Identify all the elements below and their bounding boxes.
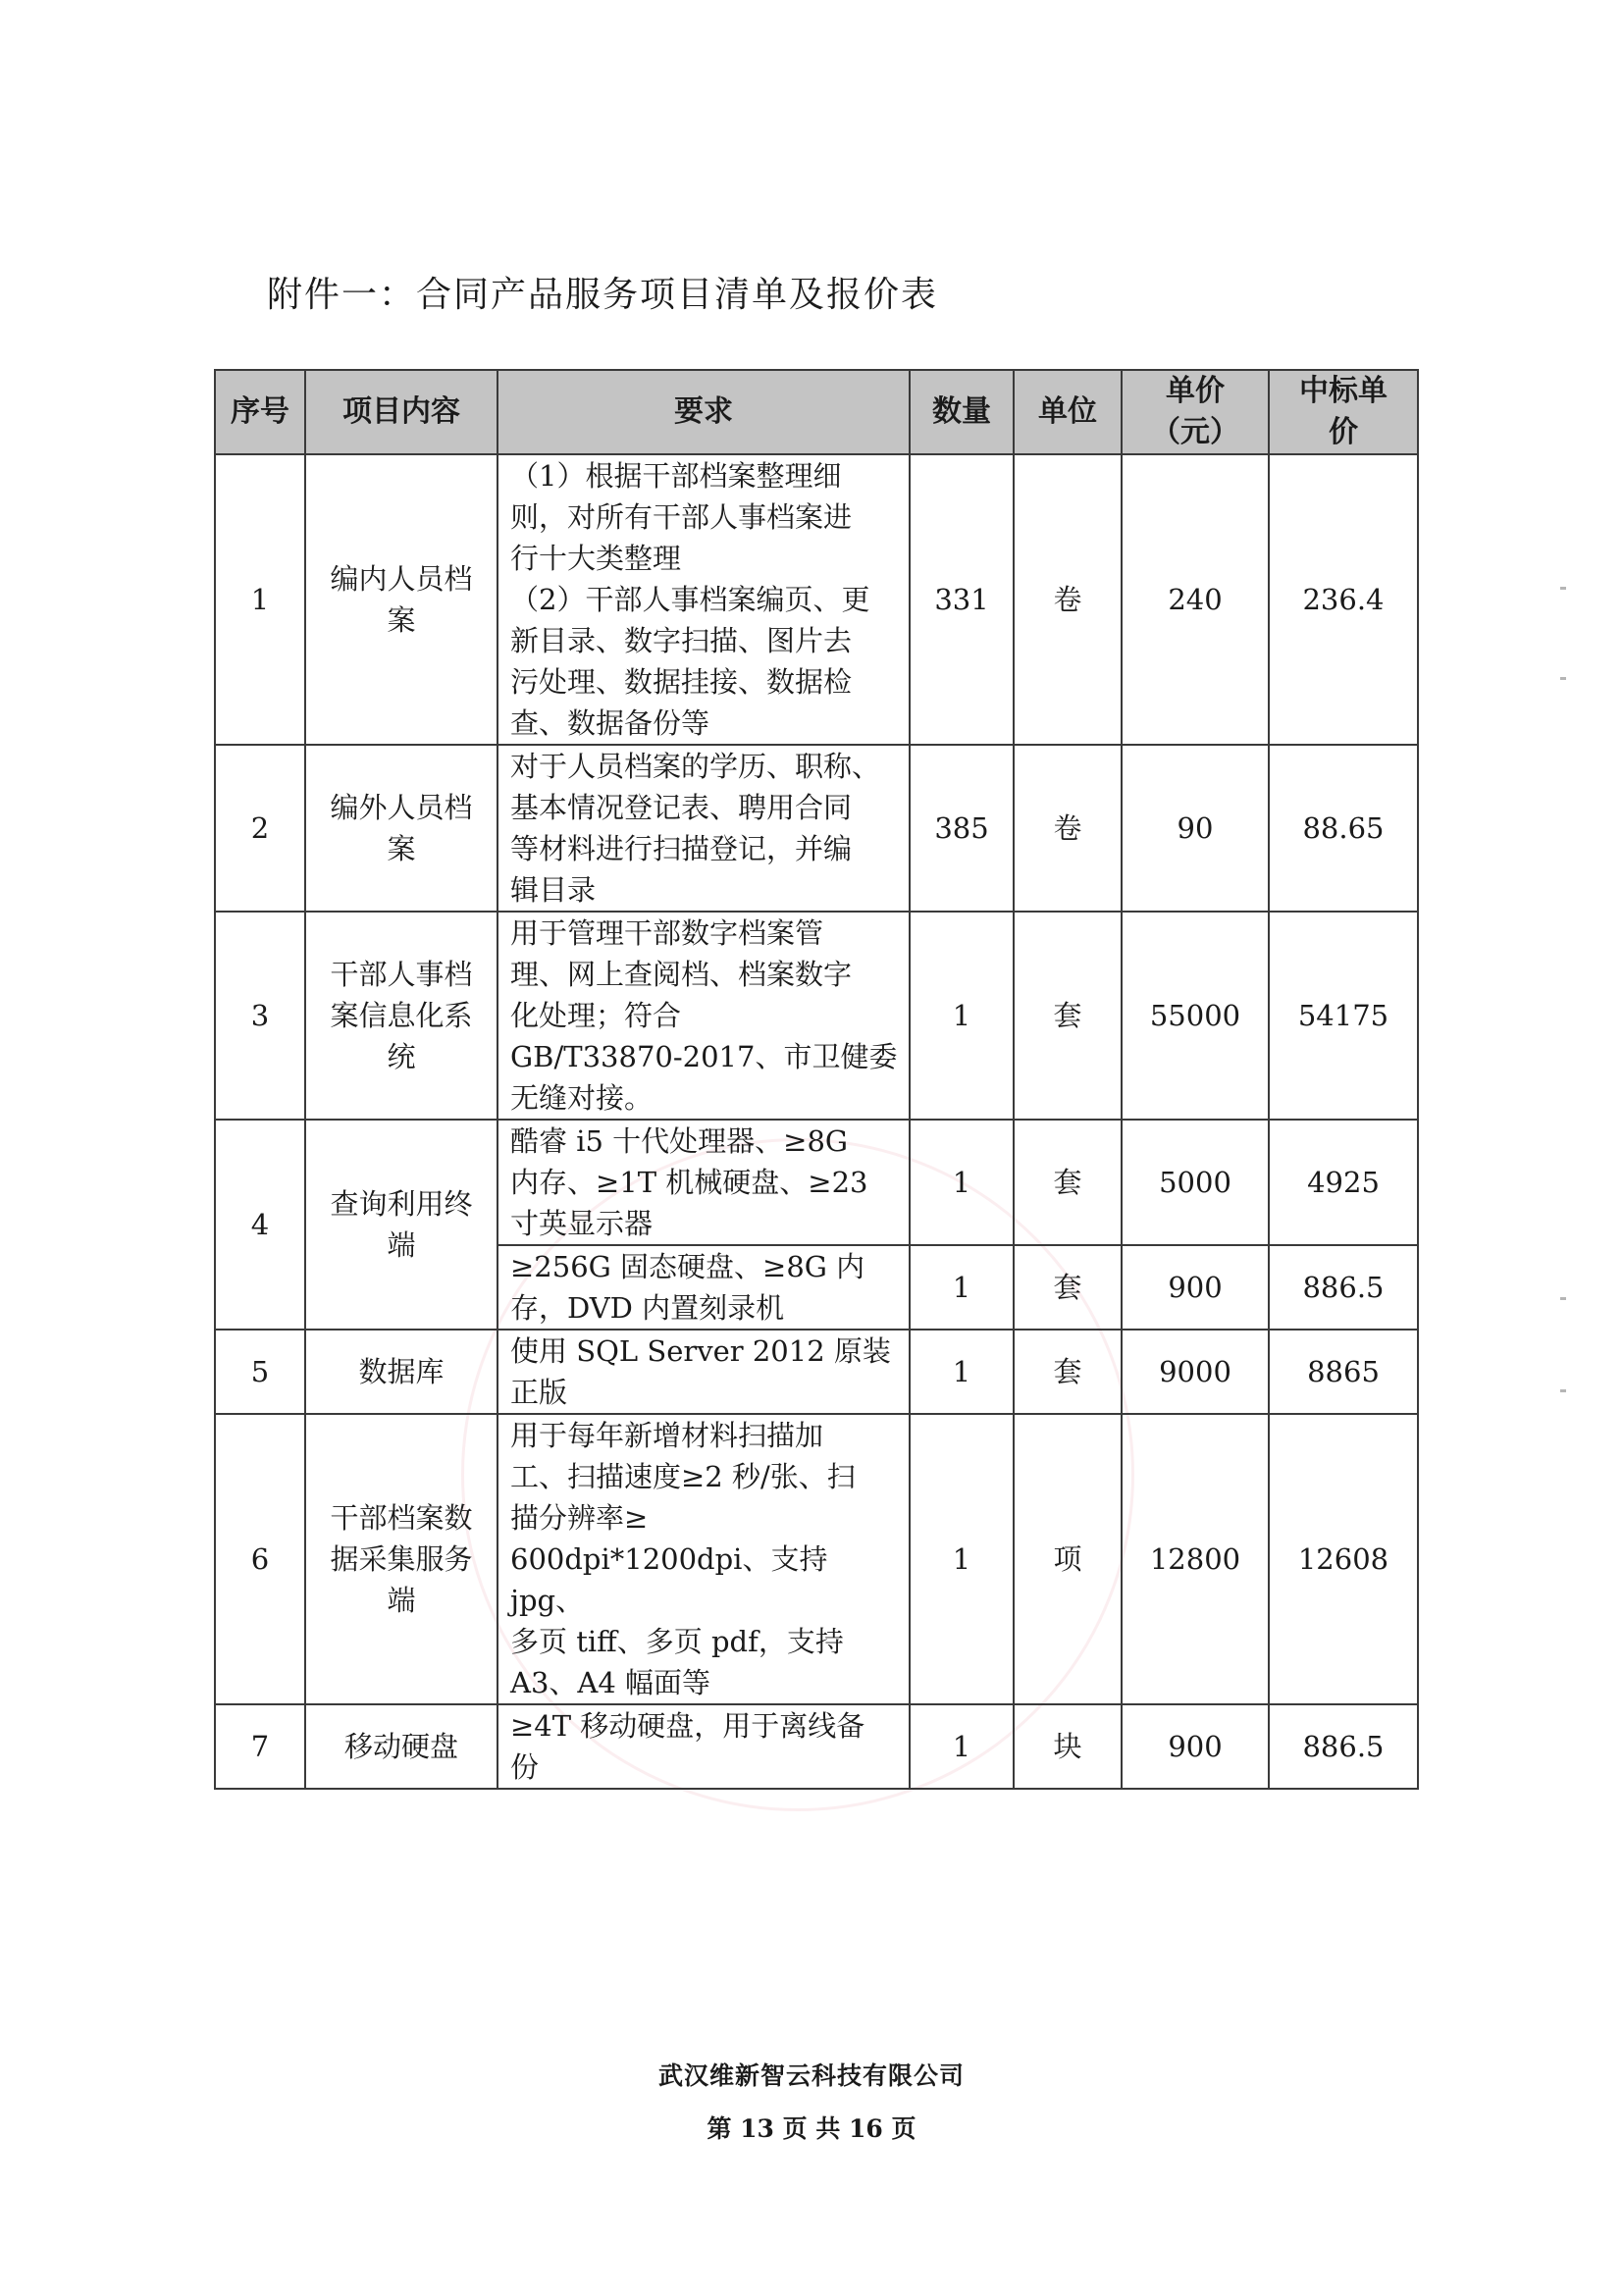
cell-quantity: 331 (910, 454, 1014, 745)
scan-margin-mark (1560, 587, 1566, 590)
cell-bid-price: 4925 (1269, 1120, 1418, 1245)
requirement-line: GB/T33870-2017、市卫健委 (510, 1040, 898, 1073)
table-header-row (215, 370, 1418, 454)
requirement-line: 多页 tiff、多页 pdf，支持 (510, 1625, 844, 1658)
requirement-line: 寸英显示器 (510, 1207, 654, 1240)
requirement-line: 用于每年新增材料扫描加 (510, 1419, 824, 1452)
cell-bid-price: 236.4 (1269, 454, 1418, 745)
cell-item-name (305, 1704, 497, 1789)
item-name-line: 编外人员档 (330, 791, 473, 824)
header-unit-price-line: （元） (1151, 415, 1239, 449)
cell-bid-price: 886.5 (1269, 1245, 1418, 1330)
cell-unit-price: 55000 (1122, 912, 1269, 1120)
header-unit-price (1122, 370, 1269, 454)
cell-item-name (305, 745, 497, 912)
scan-margin-mark (1560, 677, 1566, 680)
header-bid-price (1269, 370, 1418, 454)
requirement-line: 对于人员档案的学历、职称、 (510, 750, 881, 783)
cell-unit-price: 900 (1122, 1245, 1269, 1330)
requirement-line: 份 (510, 1750, 540, 1784)
cell-bid-price: 8865 (1269, 1330, 1418, 1414)
cell-unit: 套 (1014, 912, 1122, 1120)
requirement-line: 污处理、数据挂接、数据检 (510, 665, 853, 699)
cell-requirement (497, 912, 910, 1120)
requirement-line: 化处理；符合 (510, 999, 682, 1032)
cell-quantity: 1 (910, 1414, 1014, 1704)
header-unit: 单位 (1014, 370, 1122, 454)
item-name-line: 案信息化系 (330, 999, 473, 1032)
requirement-line: 无缝对接。 (510, 1081, 654, 1115)
cell-unit-price: 240 (1122, 454, 1269, 745)
cell-unit: 套 (1014, 1245, 1122, 1330)
item-name-line: 据采集服务 (330, 1542, 473, 1576)
cell-unit: 块 (1014, 1704, 1122, 1789)
cell-unit: 套 (1014, 1120, 1122, 1245)
requirement-line: 正版 (510, 1376, 568, 1409)
cell-requirement (497, 1704, 910, 1789)
header-quantity: 数量 (910, 370, 1014, 454)
cell-bid-price: 88.65 (1269, 745, 1418, 912)
cell-seq: 6 (215, 1414, 305, 1704)
table-row (215, 454, 1418, 745)
table-row (215, 1120, 1418, 1245)
cell-unit-price: 900 (1122, 1704, 1269, 1789)
header-bid-price-line: 中标单 (1299, 374, 1387, 408)
cell-seq: 7 (215, 1704, 305, 1789)
item-name-line: 案 (387, 832, 416, 865)
table-row (215, 1704, 1418, 1789)
quote-table (214, 369, 1419, 1790)
cell-seq: 3 (215, 912, 305, 1120)
footer-page-number: 第 13 页 共 16 页 (707, 2114, 916, 2143)
table-row (215, 912, 1418, 1120)
cell-unit: 卷 (1014, 454, 1122, 745)
cell-seq: 1 (215, 454, 305, 745)
requirement-line: 查、数据备份等 (510, 706, 710, 740)
cell-bid-price: 12608 (1269, 1414, 1418, 1704)
requirement-line: 描分辨率≥ (510, 1501, 649, 1535)
requirement-line: 酷睿 i5 十代处理器、≥8G (510, 1124, 849, 1158)
header-requirement: 要求 (497, 370, 910, 454)
requirement-line: ≥4T 移动硬盘，用于离线备 (510, 1709, 865, 1743)
header-bid-price-line: 价 (1329, 415, 1358, 449)
requirement-line: 工、扫描速度≥2 秒/张、扫 (510, 1460, 856, 1493)
requirement-line: 使用 SQL Server 2012 原装 (510, 1334, 891, 1368)
cell-seq: 2 (215, 745, 305, 912)
cell-seq: 4 (215, 1120, 305, 1330)
header-item: 项目内容 (305, 370, 497, 454)
cell-bid-price: 886.5 (1269, 1704, 1418, 1789)
requirement-line: 存，DVD 内置刻录机 (510, 1291, 785, 1325)
cell-item-name (305, 1330, 497, 1414)
requirement-line: （1）根据干部档案整理细 (510, 459, 842, 493)
cell-unit: 项 (1014, 1414, 1122, 1704)
requirement-line: 理、网上查阅档、档案数字 (510, 958, 853, 991)
cell-requirement (497, 1120, 910, 1245)
table-row (215, 745, 1418, 912)
requirement-line: 等材料进行扫描登记，并编 (510, 832, 853, 865)
item-name-line: 案 (387, 603, 416, 637)
requirement-line: 用于管理干部数字档案管 (510, 916, 824, 950)
item-name-line: 数据库 (358, 1355, 445, 1388)
cell-item-name (305, 1414, 497, 1704)
requirement-line: A3、A4 幅面等 (510, 1666, 711, 1699)
item-name-line: 统 (387, 1040, 416, 1073)
item-name-line: 干部档案数 (330, 1501, 473, 1535)
requirement-line: ≥256G 固态硬盘、≥8G 内 (510, 1250, 865, 1283)
header-unit-price-line: 单价 (1166, 374, 1225, 408)
cell-item-name (305, 454, 497, 745)
cell-unit-price: 90 (1122, 745, 1269, 912)
requirement-line: 则，对所有干部人事档案进 (510, 500, 853, 534)
item-name-line: 查询利用终 (330, 1187, 473, 1221)
item-name-line: 编内人员档 (330, 562, 473, 596)
requirement-line: 600dpi*1200dpi、支持 jpg、 (510, 1542, 828, 1617)
footer-company-name: 武汉维新智云科技有限公司 (657, 2061, 965, 2090)
requirement-line: 内存、≥1T 机械硬盘、≥23 (510, 1166, 868, 1199)
table-row (215, 1414, 1418, 1704)
cell-quantity: 385 (910, 745, 1014, 912)
requirement-line: 新目录、数字扫描、图片去 (510, 624, 853, 657)
header-seq: 序号 (215, 370, 305, 454)
cell-requirement (497, 745, 910, 912)
cell-unit-price: 5000 (1122, 1120, 1269, 1245)
cell-requirement (497, 1330, 910, 1414)
cell-quantity: 1 (910, 1245, 1014, 1330)
cell-requirement (497, 454, 910, 745)
cell-quantity: 1 (910, 912, 1014, 1120)
item-name-line: 移动硬盘 (343, 1730, 458, 1763)
document-title: 附件一：合同产品服务项目清单及报价表 (267, 275, 939, 315)
table-row (215, 1330, 1418, 1414)
cell-seq: 5 (215, 1330, 305, 1414)
item-name-line: 干部人事档 (330, 958, 473, 991)
cell-unit: 卷 (1014, 745, 1122, 912)
cell-unit: 套 (1014, 1330, 1122, 1414)
cell-quantity: 1 (910, 1120, 1014, 1245)
cell-unit-price: 9000 (1122, 1330, 1269, 1414)
cell-unit-price: 12800 (1122, 1414, 1269, 1704)
item-name-line: 端 (387, 1584, 416, 1617)
requirement-line: （2）干部人事档案编页、更 (510, 583, 870, 616)
cell-bid-price: 54175 (1269, 912, 1418, 1120)
scan-margin-mark (1560, 1297, 1566, 1300)
scan-margin-mark (1560, 1389, 1566, 1392)
requirement-line: 基本情况登记表、聘用合同 (510, 791, 853, 824)
item-name-line: 端 (387, 1228, 416, 1262)
cell-item-name (305, 912, 497, 1120)
requirement-line: 行十大类整理 (510, 542, 682, 575)
cell-item-name (305, 1120, 497, 1330)
cell-quantity: 1 (910, 1330, 1014, 1414)
requirement-line: 辑目录 (510, 873, 597, 907)
cell-quantity: 1 (910, 1704, 1014, 1789)
cell-requirement (497, 1414, 910, 1704)
cell-requirement (497, 1245, 910, 1330)
